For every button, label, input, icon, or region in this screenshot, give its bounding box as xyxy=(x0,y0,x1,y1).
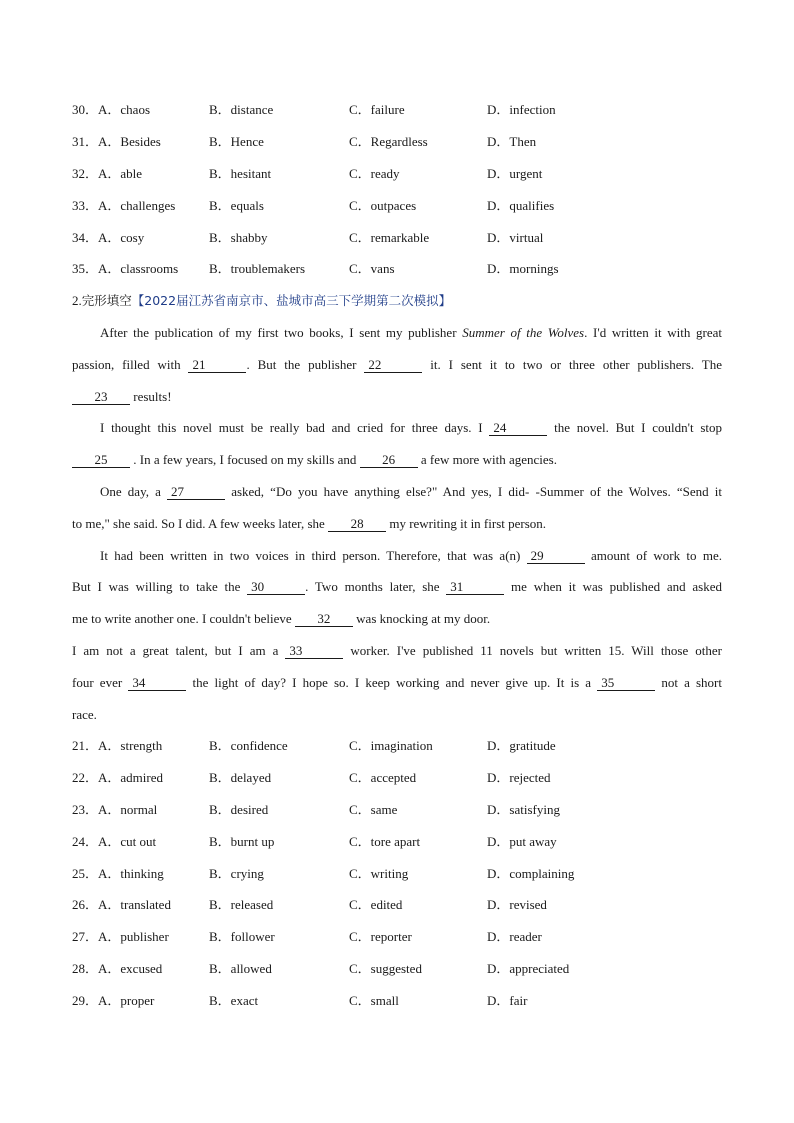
option-c: C．edited xyxy=(349,897,403,912)
section-heading xyxy=(72,290,451,312)
passage-line: 23 results! xyxy=(72,386,722,408)
section-source: 【2022届江苏省南京市、盐城市高三下学期第二次模拟】 xyxy=(131,293,452,308)
option-c: C．writing xyxy=(349,866,409,881)
option-d: D．mornings xyxy=(487,261,559,276)
question-number-and-option-a: 24．A．cut out xyxy=(72,834,157,849)
blank-28: 28 xyxy=(328,516,386,532)
option-d: D．reader xyxy=(487,929,542,944)
question-number-and-option-a: 25．A．thinking xyxy=(72,866,164,881)
blank-25: 25 xyxy=(72,452,130,468)
blank-29: 29 xyxy=(527,548,585,564)
option-b: B．equals xyxy=(209,198,264,213)
blank-33: 33 xyxy=(285,643,343,659)
blank-30: 30 xyxy=(247,579,305,595)
question-number-and-option-a: 27．A．publisher xyxy=(72,929,169,944)
option-b: B．exact xyxy=(209,993,259,1008)
question-number-and-option-a: 34．A．cosy xyxy=(72,230,145,245)
option-c: C．vans xyxy=(349,261,395,276)
option-b: B．follower xyxy=(209,929,275,944)
option-d: D．satisfying xyxy=(487,802,560,817)
passage-line: race. xyxy=(72,707,97,722)
option-b: B．desired xyxy=(209,802,269,817)
passage-line: four ever 34 the light of day? I hope so. I keep working and never give up. It is a 35 not a short xyxy=(72,675,722,690)
passage-line: After the publication of my first two books, I sent my publisher Summer of the Wolves. I'd written it with great xyxy=(100,325,722,340)
question-number-and-option-a: 33．A．challenges xyxy=(72,198,176,213)
option-b: B．allowed xyxy=(209,961,272,976)
passage-line: But I was willing to take the 30 . Two months later, she 31 me when it was published and asked xyxy=(72,579,723,594)
question-number-and-option-a: 35．A．classrooms xyxy=(72,261,179,276)
blank-32: 32 xyxy=(295,611,353,627)
option-d: D．Then xyxy=(487,134,537,149)
option-b: B．burnt up xyxy=(209,834,275,849)
passage-line: 25 . In a few years, I focused on my skills and 26 a few more with agencies. xyxy=(72,449,722,471)
option-d: D．revised xyxy=(487,897,547,912)
option-d: D．fair xyxy=(487,993,528,1008)
option-b: B．released xyxy=(209,897,274,912)
option-c: C．accepted xyxy=(349,770,417,785)
option-d: D．appreciated xyxy=(487,961,570,976)
question-number-and-option-a: 23．A．normal xyxy=(72,802,158,817)
section-type: 完形填空 xyxy=(81,293,132,308)
question-number-and-option-a: 21．A．strength xyxy=(72,738,163,753)
option-c: C．remarkable xyxy=(349,230,430,245)
option-c: C．tore apart xyxy=(349,834,421,849)
passage-line: It had been written in two voices in third person. Therefore, that was a(n) 29 amount of work to me. xyxy=(100,548,722,563)
blank-22: 22 xyxy=(364,357,422,373)
option-c: C．Regardless xyxy=(349,134,428,149)
option-c: C．same xyxy=(349,802,398,817)
option-d: D．complaining xyxy=(487,866,575,881)
option-c: C．outpaces xyxy=(349,198,417,213)
option-b: B．confidence xyxy=(209,738,288,753)
question-number-and-option-a: 28．A．excused xyxy=(72,961,163,976)
question-number-and-option-a: 22．A．admired xyxy=(72,770,163,785)
passage-line: to me," she said. So I did. A few weeks later, she 28 my rewriting it in first person. xyxy=(72,516,547,531)
section-number: 2. xyxy=(72,293,82,308)
blank-31: 31 xyxy=(446,579,504,595)
passage-line: I thought this novel must be really bad and cried for three days. I 24 the novel. But I couldn't stop xyxy=(100,420,722,435)
option-d: D．gratitude xyxy=(487,738,556,753)
option-b: B．hesitant xyxy=(209,166,272,181)
question-number-and-option-a: 31．A．Besides xyxy=(72,134,161,149)
option-c: C．reporter xyxy=(349,929,412,944)
blank-35: 35 xyxy=(597,675,655,691)
option-b: B．shabby xyxy=(209,230,268,245)
option-c: C．suggested xyxy=(349,961,422,976)
option-c: C．imagination xyxy=(349,738,433,753)
option-d: D．virtual xyxy=(487,230,544,245)
option-d: D．infection xyxy=(487,102,556,117)
option-b: B．distance xyxy=(209,102,274,117)
option-b: B．Hence xyxy=(209,134,264,149)
option-b: B．troublemakers xyxy=(209,261,306,276)
option-c: C．small xyxy=(349,993,399,1008)
passage-line: One day, a 27 asked, “Do you have anything else?" And yes, I did- -Summer of the Wolves. “Send it xyxy=(100,484,722,499)
question-number-and-option-a: 32．A．able xyxy=(72,166,143,181)
blank-24: 24 xyxy=(489,420,547,436)
option-d: D．put away xyxy=(487,834,557,849)
blank-23: 23 xyxy=(72,389,130,405)
book-title: Summer of the Wolves xyxy=(462,325,585,340)
passage-line: me to write another one. I couldn't believe 32 was knocking at my door. xyxy=(72,611,491,626)
passage-line: I am not a great talent, but I am a 33 worker. I've published 11 novels but written 15. Will those other xyxy=(72,643,722,658)
option-d: D．urgent xyxy=(487,166,543,181)
question-number-and-option-a: 26．A．translated xyxy=(72,897,171,912)
question-number-and-option-a: 29．A．proper xyxy=(72,993,155,1008)
option-d: D．qualifies xyxy=(487,198,555,213)
option-b: B．delayed xyxy=(209,770,272,785)
blank-26: 26 xyxy=(360,452,418,468)
blank-21: 21 xyxy=(188,357,246,373)
blank-34: 34 xyxy=(128,675,186,691)
option-c: C．ready xyxy=(349,166,400,181)
passage-line: passion, filled with 21 . But the publisher 22 it. I sent it to two or three other publishers. The xyxy=(72,357,722,372)
option-b: B．crying xyxy=(209,866,264,881)
blank-27: 27 xyxy=(167,484,225,500)
question-number-and-option-a: 30．A．chaos xyxy=(72,102,151,117)
option-d: D．rejected xyxy=(487,770,551,785)
option-c: C．failure xyxy=(349,102,405,117)
